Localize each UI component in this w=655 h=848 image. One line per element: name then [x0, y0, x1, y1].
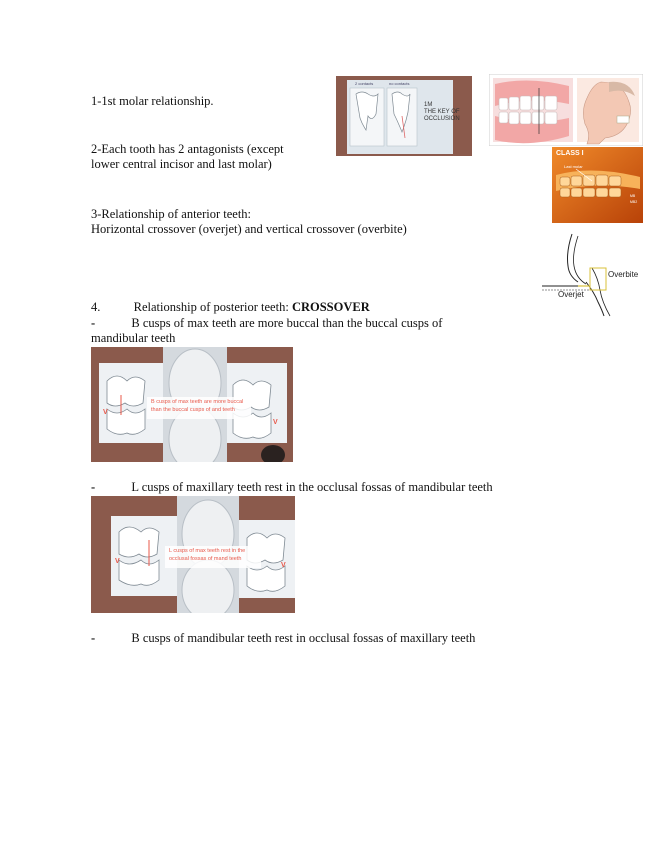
- bullet-text: L cusps of maxillary teeth rest in the occlusal fossas of mandibular teeth: [131, 480, 493, 494]
- slide-title: 1M THE KEY OF OCCLUSION: [424, 102, 460, 122]
- item-anterior-line2: Horizontal crossover (overjet) and vertical crossover (overbite): [91, 222, 407, 236]
- item-antagonists-line1: 2-Each tooth has 2 antagonists (except: [91, 142, 284, 156]
- occlusion-illustration: [489, 74, 643, 146]
- item-posterior-text: Relationship of posterior teeth:: [133, 300, 292, 314]
- class-one-occlusion-photo: [552, 147, 643, 223]
- slide-buccal-cusps-photo: [91, 347, 293, 462]
- bullet-b-cusps-buccal-cont: mandibular teeth: [91, 331, 176, 345]
- slide-mark: V: [273, 419, 278, 426]
- slide-mark: V: [281, 562, 286, 569]
- bullet-l-cusps: [91, 480, 493, 495]
- slide-label-right: no contacts: [389, 81, 410, 86]
- overjet-label: Overjet: [558, 290, 584, 299]
- bullet-dash: -: [91, 480, 96, 494]
- overbite-label: Overbite: [608, 270, 639, 279]
- class-one-label: MB: [630, 194, 636, 198]
- bullet-dash: -: [91, 316, 96, 330]
- bullet-b-cusps-mandibular: [91, 631, 475, 646]
- bullet-b-cusps-buccal: [91, 316, 442, 331]
- slide-mark: V: [103, 409, 108, 416]
- item-anterior-line1: 3-Relationship of anterior teeth:: [91, 207, 252, 221]
- slide-label-left: 2 contacts: [355, 81, 374, 86]
- item-antagonists-line2: lower central incisor and last molar): [91, 157, 272, 171]
- slide-caption: L cusps of max teeth rest in the occlusal fossas of mand teeth: [169, 548, 246, 562]
- item-posterior-number: 4.: [91, 300, 101, 314]
- slide-mark: V: [115, 558, 120, 565]
- item-posterior-heading: [91, 300, 370, 315]
- overbite-overjet-diagram: [538, 232, 646, 318]
- item-molar-relationship: 1-1st molar relationship.: [91, 94, 214, 108]
- bullet-dash: -: [91, 631, 96, 645]
- class-one-title: CLASS I: [556, 150, 584, 157]
- bullet-text: B cusps of max teeth are more buccal than the buccal cusps of: [131, 316, 443, 330]
- slide-caption: B cusps of max teeth are more buccal than the buccal cusps of and teeth: [151, 399, 244, 413]
- class-one-label: Last molar: [564, 164, 583, 169]
- item-posterior-bold: CROSSOVER: [291, 300, 370, 314]
- slide-key-of-occlusion-photo: [336, 76, 472, 156]
- bullet-text: B cusps of mandibular teeth rest in occlusal fossas of maxillary teeth: [131, 631, 476, 645]
- slide-lingual-cusps-photo: [91, 496, 295, 613]
- class-one-label: MB2: [630, 200, 638, 204]
